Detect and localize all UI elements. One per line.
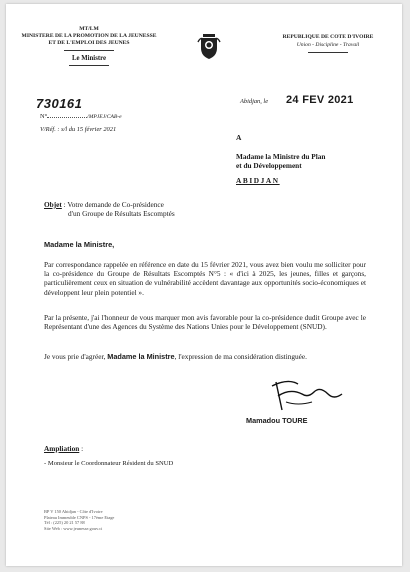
objet-line2: d'un Groupe de Résultats Escomptés (68, 209, 175, 218)
ampliation-label: Ampliation (44, 444, 80, 453)
signatory-name: Mamadou TOURE (246, 416, 308, 425)
vref-text: V/Réf. : s/l du 15 février 2021 (40, 126, 117, 133)
letterhead-left (14, 26, 164, 66)
place-date (240, 94, 400, 108)
ministry-name-line1: MINISTERE DE LA PROMOTION DE LA JEUNESSE (21, 33, 157, 39)
objet-label: Objet (44, 200, 62, 209)
recipient-a: A (236, 133, 242, 142)
vref-line (40, 126, 116, 134)
header-rule-2 (69, 65, 109, 66)
objet-block (44, 200, 264, 218)
footer-line1: BP V 150 Abidjan - Côte d'Ivoire (44, 509, 103, 514)
ministry-abbrev: MT/LM (79, 26, 99, 32)
coat-of-arms-icon (197, 32, 221, 60)
ampliation-item: - Monsieur le Coordonnateur Résident du SNUD (44, 460, 174, 467)
reference-dots (47, 117, 87, 118)
ministry-name-line2: ET DE L'EMPLOI DES JEUNES (48, 40, 130, 46)
footer-line4: Site Web : www.jeunesse.gouv.ci (44, 525, 103, 531)
place-label: Abidjan, le (240, 98, 269, 105)
paragraph-2: Par la présente, j'ai l'honneur de vous marquer mon avis favorable pour la co-présidence dudit Groupe avec le Représentant d'une des Agences du Système des Nations Unies pour le Développement (SNUD). (44, 313, 366, 332)
paragraph-3 (44, 352, 374, 361)
motto-rule (308, 52, 348, 53)
recipient-line1: Madame la Ministre du Plan (236, 152, 326, 161)
footer-block (44, 509, 114, 531)
recipient-city: ABIDJAN (236, 176, 280, 185)
country-motto: Union - Discipline - Travail (296, 42, 360, 48)
footer-line2: Plateau Immeuble CNPS - 17ème Etage (44, 514, 115, 520)
signature-scribble (268, 376, 348, 416)
closing-bold: Madame la Ministre (107, 352, 175, 361)
header-rule (64, 50, 114, 51)
closing-start: Je vous prie d'agréer, (44, 352, 108, 361)
recipient-line2: et du Développement (236, 161, 302, 170)
minister-label: Le Ministre (71, 55, 107, 62)
salutation: Madame la Ministre, (44, 240, 115, 249)
reference-prefix: N° (40, 113, 48, 120)
letterhead-right (258, 34, 398, 53)
ampliation-block: Ampliation : (44, 444, 84, 453)
reference-block (36, 96, 156, 112)
reference-code-line (40, 113, 122, 121)
date-stamp: 24 FEV 2021 (286, 94, 354, 106)
recipient-block (236, 133, 396, 185)
closing-end: , l'expression de ma considération distinguée. (174, 352, 307, 361)
footer-line3: Tél : (225) 20 21 57 88 (44, 520, 85, 526)
reference-number: 730161 (36, 96, 83, 111)
objet-line1: : Votre demande de Co-présidence (63, 200, 164, 209)
reference-code: /MPJEJ/CAB-e (87, 114, 122, 120)
letter-page (6, 4, 402, 566)
paragraph-1: Par correspondance rappelée en référence en date du 15 février 2021, vous avez bien voulu me solliciter pour la co-présidence du Groupe de Résultats Escomptés N°5 : « d'ici à 2025, les jeunes, filles et garçons, particulièrement ceux en situation de vulnérabilité accèdent davantage aux opportunités socio-économiques et développent leur plein potentiel ». (44, 260, 366, 297)
country-name: REPUBLIQUE DE COTE D'IVOIRE (282, 34, 374, 40)
